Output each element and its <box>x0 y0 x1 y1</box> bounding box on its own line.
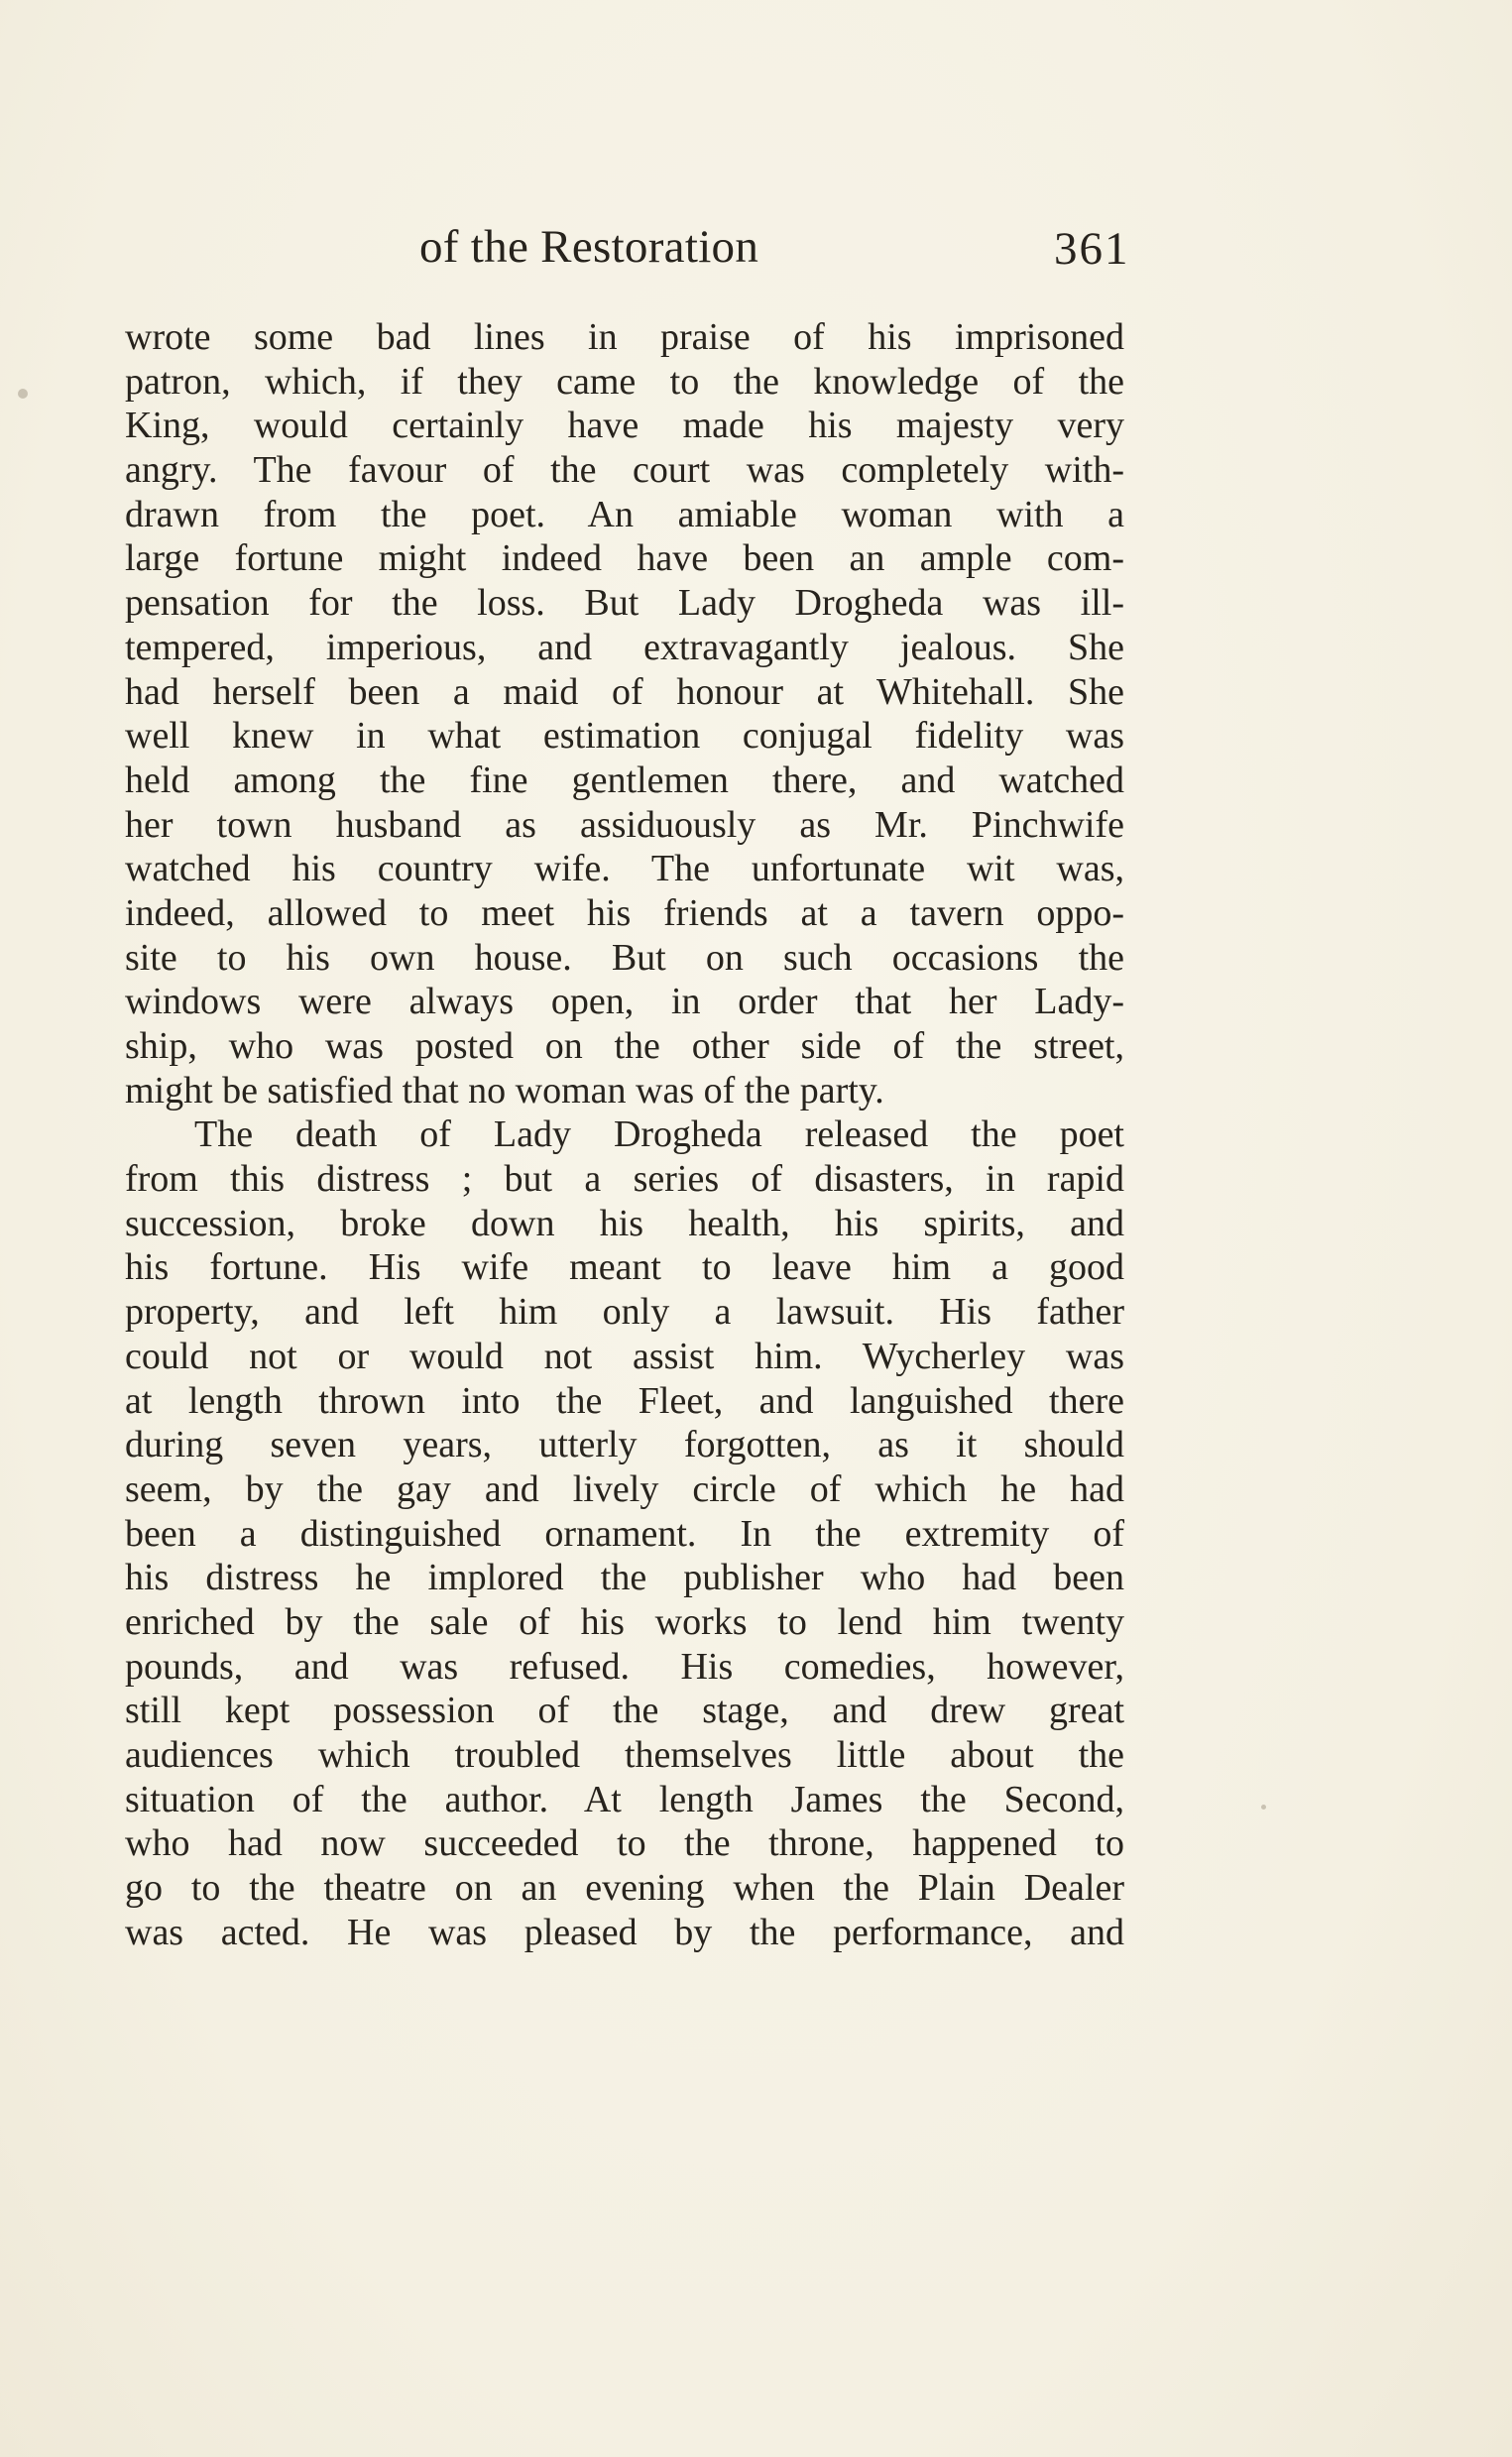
text-line: his fortune. His wife meant to leave him a good <box>125 1246 1124 1289</box>
text-line: indeed, allowed to meet his friends at a tavern oppo- <box>125 891 1124 934</box>
paragraph-end-line: might be satisfied that no woman was of the party. <box>125 1069 884 1112</box>
page-header <box>419 220 1133 290</box>
ink-speck <box>1261 1805 1266 1810</box>
text-line: watched his country wife. The unfortunate wit was, <box>125 848 1124 890</box>
text-line: who had now succeeded to the throne, happened to <box>125 1822 1124 1865</box>
text-line: drawn from the poet. An amiable woman with a <box>125 493 1124 535</box>
text-line: held among the fine gentlemen there, and watched <box>125 759 1124 801</box>
text-line: windows were always open, in order that her Lady- <box>125 981 1124 1023</box>
text-line: patron, which, if they came to the knowledge of the <box>125 360 1124 403</box>
text-line: been a distinguished ornament. In the extremity of <box>125 1512 1124 1555</box>
text-line: seem, by the gay and lively circle of which he had <box>125 1467 1124 1510</box>
text-line: property, and left him only a lawsuit. His father <box>125 1291 1124 1334</box>
text-line: King, would certainly have made his majesty very <box>125 405 1124 447</box>
text-line: wrote some bad lines in praise of his imprisoned <box>125 316 1124 358</box>
text-line: his distress he implored the publisher who had been <box>125 1557 1124 1599</box>
text-line: at length thrown into the Fleet, and languished there <box>125 1379 1124 1422</box>
text-line: situation of the author. At length James the Second, <box>125 1778 1124 1820</box>
text-line: go to the theatre on an evening when the Plain Dealer <box>125 1867 1124 1910</box>
text-line: enriched by the sale of his works to lend him twenty <box>125 1600 1124 1643</box>
text-line: from this distress ; but a series of disasters, in rapid <box>125 1158 1124 1201</box>
page-number: 361 <box>1054 223 1130 275</box>
ink-speck <box>18 389 28 399</box>
text-line: audiences which troubled themselves little about the <box>125 1734 1124 1776</box>
text-line: well knew in what estimation conjugal fidelity was <box>125 715 1124 758</box>
text-line: still kept possession of the stage, and drew great <box>125 1690 1124 1732</box>
text-line: site to his own house. But on such occasions the <box>125 936 1124 979</box>
text-line: pounds, and was refused. His comedies, however, <box>125 1645 1124 1688</box>
text-line: during seven years, utterly forgotten, as it should <box>125 1424 1124 1466</box>
paragraph-start-line: The death of Lady Drogheda released the poet <box>194 1113 1124 1156</box>
text-line: pensation for the loss. But Lady Drogheda was ill- <box>125 582 1124 625</box>
text-line: angry. The favour of the court was completely with- <box>125 449 1124 492</box>
text-line: large fortune might indeed have been an ample com- <box>125 537 1124 580</box>
text-line: was acted. He was pleased by the performance, and <box>125 1911 1124 1953</box>
text-line: had herself been a maid of honour at Whitehall. She <box>125 670 1124 713</box>
text-line: tempered, imperious, and extravagantly jealous. She <box>125 626 1124 668</box>
body-text <box>125 315 1124 1954</box>
text-line: her town husband as assiduously as Mr. Pinchwife <box>125 803 1124 846</box>
running-title: of the Restoration <box>419 221 759 273</box>
text-line: succession, broke down his health, his spirits, and <box>125 1202 1124 1244</box>
text-line: ship, who was posted on the other side of the street, <box>125 1025 1124 1067</box>
text-line: could not or would not assist him. Wycherley was <box>125 1335 1124 1377</box>
